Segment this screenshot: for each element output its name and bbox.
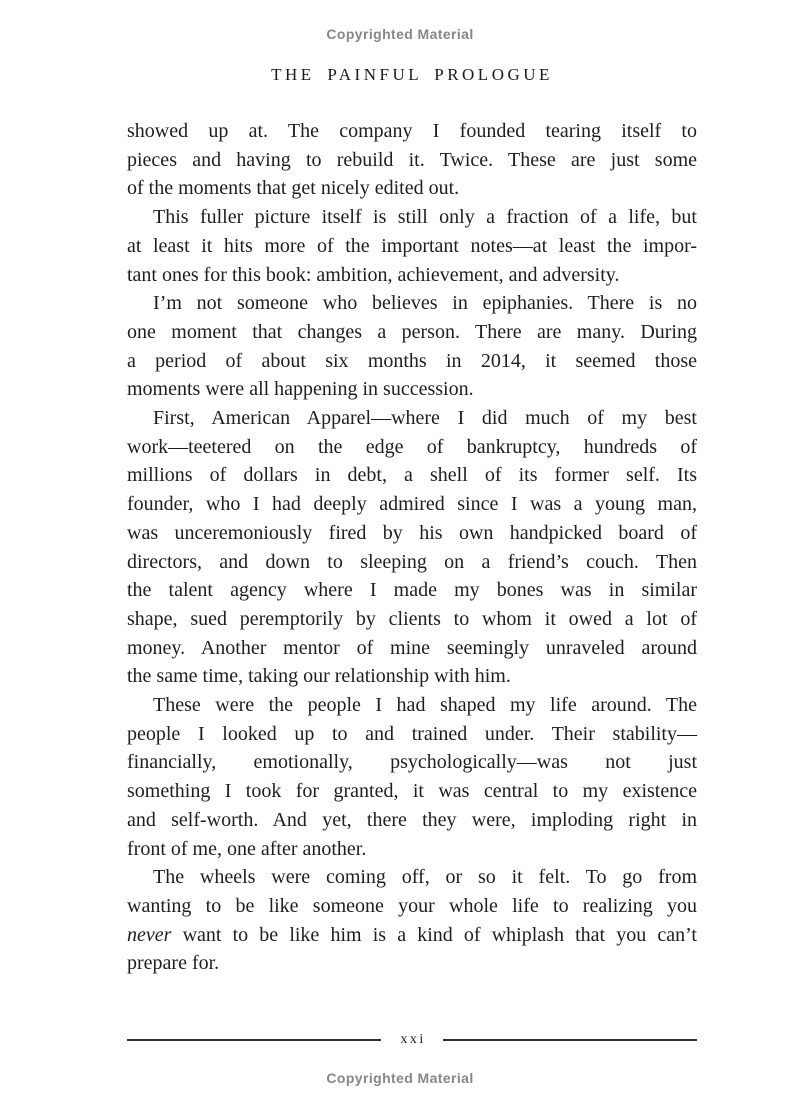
text-line: money. Another mentor of mine seemingly unraveled around — [127, 636, 697, 659]
paragraph — [127, 117, 697, 203]
text-line: I’m not someone who believes in epiphanies. There is no — [153, 292, 697, 315]
italic-text: never — [127, 923, 172, 946]
text-line: the same time, taking our relationship with him. — [127, 665, 511, 688]
chapter-title: THE PAINFUL PROLOGUE — [271, 65, 553, 84]
text-line: was unceremoniously fired by his own handpicked board of — [127, 521, 697, 544]
text-line: financially, emotionally, psychologically—was not just — [127, 751, 697, 774]
text-line: These were the people I had shaped my life around. The — [153, 694, 697, 717]
text-line: one moment that changes a person. There are many. During — [127, 320, 697, 343]
paragraph — [127, 203, 697, 289]
copyright-notice-top: Copyrighted Material — [326, 26, 474, 42]
page-number: xxi — [400, 1032, 426, 1047]
text-line: the talent agency where I made my bones was in similar — [127, 579, 697, 602]
text-line: First, American Apparel—where I did much of my best — [153, 407, 697, 430]
text-line: moments were all happening in succession. — [127, 378, 474, 401]
text-line: work—teetered on the edge of bankruptcy, hundreds of — [127, 435, 697, 458]
footer-rule-right — [443, 1039, 697, 1041]
paragraph — [127, 404, 697, 691]
plain-text: want to be like him is a kind of whiplash that you can’t — [171, 923, 697, 946]
copyright-notice-bottom: Copyrighted Material — [326, 1070, 474, 1086]
text-line: wanting to be like someone your whole life to realizing you — [127, 894, 697, 917]
text-line: showed up at. The company I founded tearing itself to — [127, 120, 697, 142]
text-line — [127, 921, 697, 950]
text-line: people I looked up to and trained under. Their stability— — [127, 722, 697, 745]
text-line: something I took for granted, it was central to my existence — [127, 780, 697, 803]
text-line: directors, and down to sleeping on a friend’s couch. Then — [127, 550, 697, 573]
text-line: a period of about six months in 2014, it seemed those — [127, 349, 697, 372]
text-line: millions of dollars in debt, a shell of its former self. Its — [127, 464, 697, 487]
footer-rule-left — [127, 1039, 381, 1041]
paragraph — [127, 863, 697, 978]
text-line: front of me, one after another. — [127, 837, 367, 860]
text-line: This fuller picture itself is still only a fraction of a life, but — [153, 206, 697, 229]
body-text — [127, 117, 697, 978]
paragraph — [127, 691, 697, 863]
text-line: prepare for. — [127, 952, 220, 975]
page-footer — [127, 1029, 697, 1051]
paragraph — [127, 289, 697, 404]
text-line: shape, sued peremptorily by clients to whom it owed a lot of — [127, 607, 697, 630]
text-line: pieces and having to rebuild it. Twice. These are just some — [127, 148, 697, 171]
text-line: The wheels were coming off, or so it felt. To go from — [153, 866, 697, 889]
text-line: at least it hits more of the important notes—at least the impor- — [127, 234, 697, 257]
text-line: of the moments that get nicely edited out. — [127, 177, 460, 200]
text-line: founder, who I had deeply admired since I was a young man, — [127, 493, 697, 516]
text-line: and self-worth. And yet, there they were, imploding right in — [127, 808, 697, 831]
text-line: tant ones for this book: ambition, achievement, and adversity. — [127, 263, 620, 286]
